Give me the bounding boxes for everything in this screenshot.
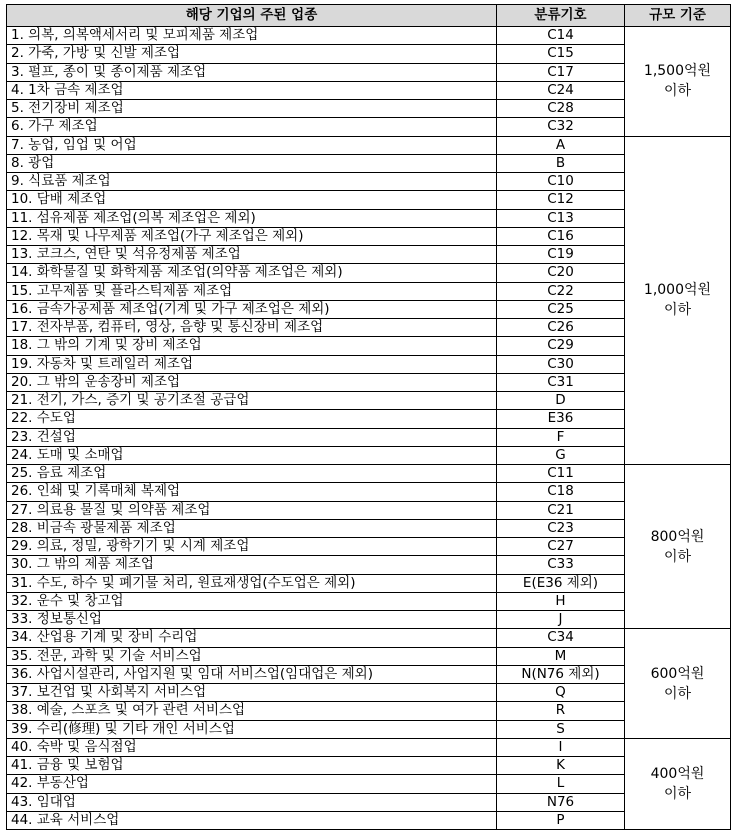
industry-cell: 6. 가구 제조업	[7, 118, 497, 136]
industry-cell: 17. 전자부품, 컴퓨터, 영상, 음향 및 통신장비 제조업	[7, 319, 497, 337]
scale-cell	[625, 136, 731, 465]
industry-cell: 20. 그 밖의 운송장비 제조업	[7, 373, 497, 391]
table-row	[7, 501, 731, 519]
table-row	[7, 738, 731, 756]
code-cell: L	[497, 775, 625, 793]
header-code: 분류기호	[497, 5, 625, 27]
code-cell: N76	[497, 793, 625, 811]
table-row	[7, 246, 731, 264]
table-row	[7, 118, 731, 136]
industry-cell: 4. 1차 금속 제조업	[7, 81, 497, 99]
industry-cell: 42. 부동산업	[7, 775, 497, 793]
industry-cell: 32. 운수 및 창고업	[7, 592, 497, 610]
industry-cell: 44. 교육 서비스업	[7, 811, 497, 829]
table-row	[7, 136, 731, 154]
code-cell: C11	[497, 465, 625, 483]
code-cell: M	[497, 647, 625, 665]
code-cell: C26	[497, 319, 625, 337]
industry-cell: 41. 금융 및 보험업	[7, 757, 497, 775]
scale-line: 이하	[663, 302, 692, 319]
industry-cell: 2. 가죽, 가방 및 신발 제조업	[7, 45, 497, 63]
code-cell: C12	[497, 191, 625, 209]
code-cell: C22	[497, 282, 625, 300]
industry-cell: 1. 의복, 의복액세서리 및 모피제품 제조업	[7, 27, 497, 45]
industry-cell: 31. 수도, 하수 및 폐기물 처리, 원료재생업(수도업은 제외)	[7, 574, 497, 592]
table-row	[7, 410, 731, 428]
industry-cell: 27. 의료용 물질 및 의약품 제조업	[7, 501, 497, 519]
code-cell: C19	[497, 246, 625, 264]
code-cell: C15	[497, 45, 625, 63]
industry-cell: 24. 도매 및 소매업	[7, 446, 497, 464]
scale-cell	[625, 629, 731, 739]
table-row	[7, 337, 731, 355]
code-cell: C16	[497, 227, 625, 245]
code-cell: C25	[497, 300, 625, 318]
code-cell: R	[497, 702, 625, 720]
industry-cell: 21. 전기, 가스, 증기 및 공기조절 공급업	[7, 392, 497, 410]
industry-cell: 38. 예술, 스포츠 및 여가 관련 서비스업	[7, 702, 497, 720]
scale-cell	[625, 27, 731, 137]
table-row	[7, 720, 731, 738]
table-row	[7, 592, 731, 610]
industry-cell: 35. 전문, 과학 및 기술 서비스업	[7, 647, 497, 665]
industry-cell: 36. 사업시설관리, 사업지원 및 임대 서비스업(임대업은 제외)	[7, 665, 497, 683]
table-row	[7, 465, 731, 483]
table-row	[7, 45, 731, 63]
code-cell: C14	[497, 27, 625, 45]
table-row	[7, 428, 731, 446]
scale-cell	[625, 465, 731, 629]
code-cell: J	[497, 611, 625, 629]
table-row	[7, 556, 731, 574]
table-row	[7, 173, 731, 191]
code-cell: Q	[497, 684, 625, 702]
industry-cell: 33. 정보통신업	[7, 611, 497, 629]
table-row	[7, 355, 731, 373]
scale-line: 이하	[663, 685, 692, 702]
code-cell: C32	[497, 118, 625, 136]
table-row	[7, 811, 731, 829]
code-cell: S	[497, 720, 625, 738]
code-cell: A	[497, 136, 625, 154]
table-row	[7, 446, 731, 464]
code-cell: C10	[497, 173, 625, 191]
code-cell: C28	[497, 100, 625, 118]
table-row	[7, 81, 731, 99]
header-scale: 규모 기준	[625, 5, 731, 27]
code-cell: K	[497, 757, 625, 775]
industry-cell: 12. 목재 및 나무제품 제조업(가구 제조업은 제외)	[7, 227, 497, 245]
industry-cell: 25. 음료 제조업	[7, 465, 497, 483]
industry-cell: 18. 그 밖의 기계 및 장비 제조업	[7, 337, 497, 355]
code-cell: C31	[497, 373, 625, 391]
table-row	[7, 154, 731, 172]
industry-cell: 30. 그 밖의 제품 제조업	[7, 556, 497, 574]
code-cell: C34	[497, 629, 625, 647]
table-row	[7, 775, 731, 793]
table-row	[7, 702, 731, 720]
code-cell: E(E36 제외)	[497, 574, 625, 592]
table-row	[7, 392, 731, 410]
scale-line: 800억원	[650, 528, 705, 545]
code-cell: C33	[497, 556, 625, 574]
industry-cell: 14. 화학물질 및 화학제품 제조업(의약품 제조업은 제외)	[7, 264, 497, 282]
industry-cell: 15. 고무제품 및 플라스틱제품 제조업	[7, 282, 497, 300]
code-cell: C27	[497, 538, 625, 556]
code-cell: E36	[497, 410, 625, 428]
industry-cell: 11. 섬유제품 제조업(의복 제조업은 제외)	[7, 209, 497, 227]
industry-cell: 28. 비금속 광물제품 제조업	[7, 519, 497, 537]
code-cell: G	[497, 446, 625, 464]
industry-cell: 34. 산업용 기계 및 장비 수리업	[7, 629, 497, 647]
table-row	[7, 191, 731, 209]
code-cell: C13	[497, 209, 625, 227]
code-cell: H	[497, 592, 625, 610]
table-row	[7, 519, 731, 537]
industry-cell: 13. 코크스, 연탄 및 석유정제품 제조업	[7, 246, 497, 264]
industry-cell: 26. 인쇄 및 기록매체 복제업	[7, 483, 497, 501]
header-industry: 해당 기업의 주된 업종	[7, 5, 497, 27]
industry-cell: 43. 임대업	[7, 793, 497, 811]
industry-cell: 40. 숙박 및 음식점업	[7, 738, 497, 756]
industry-cell: 3. 펄프, 종이 및 종이제품 제조업	[7, 63, 497, 81]
industry-cell: 8. 광업	[7, 154, 497, 172]
table-row	[7, 63, 731, 81]
table-row	[7, 319, 731, 337]
table-row	[7, 264, 731, 282]
table-row	[7, 282, 731, 300]
industry-cell: 29. 의료, 정밀, 광학기기 및 시계 제조업	[7, 538, 497, 556]
industry-cell: 5. 전기장비 제조업	[7, 100, 497, 118]
code-cell: N(N76 제외)	[497, 665, 625, 683]
industry-cell: 22. 수도업	[7, 410, 497, 428]
table-row	[7, 793, 731, 811]
code-cell: C20	[497, 264, 625, 282]
table-row	[7, 227, 731, 245]
table-row	[7, 647, 731, 665]
industry-cell: 7. 농업, 임업 및 어업	[7, 136, 497, 154]
code-cell: C24	[497, 81, 625, 99]
code-cell: B	[497, 154, 625, 172]
table-row	[7, 100, 731, 118]
code-cell: D	[497, 392, 625, 410]
table-row	[7, 300, 731, 318]
code-cell: C30	[497, 355, 625, 373]
code-cell: C21	[497, 501, 625, 519]
industry-cell: 23. 건설업	[7, 428, 497, 446]
scale-line: 이하	[663, 83, 692, 100]
code-cell: C23	[497, 519, 625, 537]
table-row	[7, 538, 731, 556]
table-row	[7, 27, 731, 45]
code-cell: I	[497, 738, 625, 756]
scale-cell	[625, 738, 731, 829]
scale-line: 이하	[663, 548, 692, 565]
industry-cell: 19. 자동차 및 트레일러 제조업	[7, 355, 497, 373]
table-row	[7, 373, 731, 391]
table-row	[7, 684, 731, 702]
scale-line: 400억원	[650, 765, 705, 782]
table-row	[7, 757, 731, 775]
code-cell: C17	[497, 63, 625, 81]
scale-line: 이하	[663, 785, 692, 802]
header-row	[7, 5, 731, 27]
code-cell: P	[497, 811, 625, 829]
industry-cell: 16. 금속가공제품 제조업(기계 및 가구 제조업은 제외)	[7, 300, 497, 318]
table-body	[7, 27, 731, 830]
industry-cell: 10. 담배 제조업	[7, 191, 497, 209]
code-cell: C29	[497, 337, 625, 355]
scale-line: 600억원	[650, 665, 705, 682]
industry-cell: 9. 식료품 제조업	[7, 173, 497, 191]
industry-size-table	[6, 4, 731, 830]
table-row	[7, 611, 731, 629]
code-cell: C18	[497, 483, 625, 501]
table-row	[7, 209, 731, 227]
scale-line: 1,500억원	[643, 63, 712, 80]
industry-cell: 37. 보건업 및 사회복지 서비스업	[7, 684, 497, 702]
table-row	[7, 483, 731, 501]
table-row	[7, 574, 731, 592]
table-row	[7, 629, 731, 647]
scale-line: 1,000억원	[643, 282, 712, 299]
table-row	[7, 665, 731, 683]
code-cell: F	[497, 428, 625, 446]
industry-cell: 39. 수리(修理) 및 기타 개인 서비스업	[7, 720, 497, 738]
